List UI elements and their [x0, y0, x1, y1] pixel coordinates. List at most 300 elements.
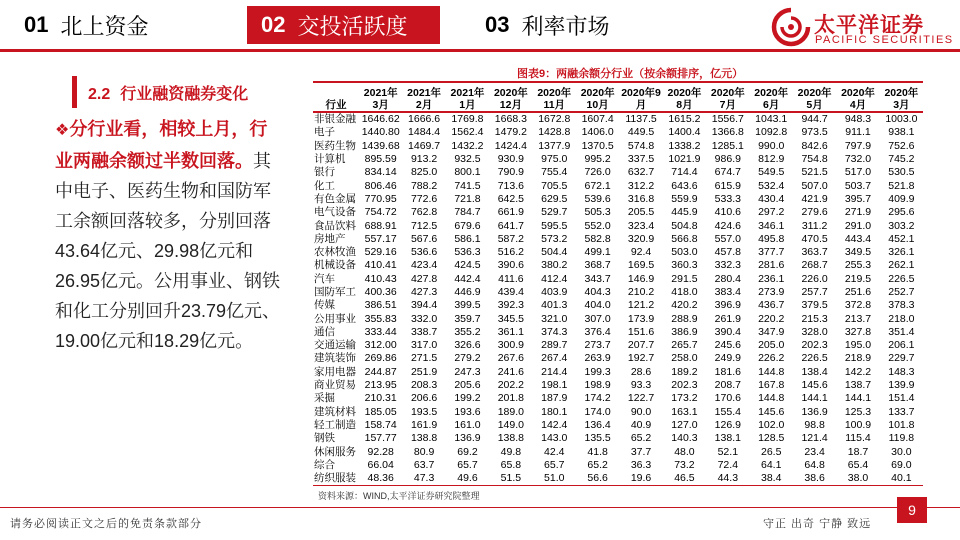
balance-value-cell: 208.7 [714, 379, 741, 392]
column-header-year: 2020年 [537, 87, 572, 99]
balance-value-cell: 361.1 [497, 325, 524, 338]
balance-value-cell: 267.6 [497, 352, 524, 365]
balance-value-cell: 948.3 [844, 113, 872, 126]
column-header-year: 2020年 [493, 87, 528, 99]
balance-value-cell: 226.5 [801, 352, 828, 365]
industry-name-cell: 机械设备 [314, 259, 356, 272]
balance-value-cell: 263.9 [584, 352, 611, 365]
balance-value-cell: 629.5 [541, 192, 568, 205]
column-header [880, 82, 923, 112]
table-row [313, 140, 923, 153]
balance-value-cell: 181.6 [714, 365, 741, 378]
balance-value-cell: 345.5 [497, 312, 524, 325]
balance-value-cell: 65.2 [630, 432, 652, 445]
balance-value-cell: 19.6 [630, 472, 652, 485]
industry-name-cell: 商业贸易 [314, 379, 356, 392]
balance-value-cell: 320.9 [627, 232, 655, 245]
industry-name-cell: 化工 [314, 179, 335, 192]
balance-value-cell: 280.4 [714, 272, 741, 285]
balance-value-cell: 18.7 [847, 445, 869, 458]
balance-value-cell: 573.2 [541, 232, 568, 245]
balance-value-cell: 218.0 [888, 312, 915, 325]
balance-value-cell: 136.4 [584, 418, 611, 431]
balance-value-cell: 289.7 [541, 339, 568, 352]
balance-value-cell: 399.5 [454, 299, 481, 312]
balance-value-cell: 383.4 [714, 286, 741, 298]
balance-value-cell: 1406.0 [581, 126, 614, 139]
balance-value-cell: 412.4 [541, 272, 568, 285]
balance-value-cell: 226.0 [801, 272, 828, 285]
tab-number: 03 [485, 12, 510, 37]
industry-name-cell: 银行 [314, 166, 335, 179]
industry-name-cell: 综合 [314, 458, 335, 471]
balance-value-cell: 202.2 [497, 379, 524, 392]
balance-value-cell: 349.5 [844, 246, 872, 259]
balance-value-cell: 376.4 [584, 325, 611, 338]
balance-value-cell: 295.6 [888, 206, 915, 219]
balance-value-cell: 503.0 [671, 246, 698, 259]
balance-value-cell: 495.8 [758, 232, 785, 245]
industry-name-cell: 公用事业 [314, 312, 356, 325]
balance-value-cell: 205.6 [454, 379, 481, 392]
balance-value-cell: 1469.7 [408, 139, 441, 152]
balance-value-cell: 754.8 [801, 153, 828, 166]
balance-value-cell: 170.6 [714, 392, 741, 405]
balance-value-cell: 268.7 [801, 259, 828, 272]
balance-value-cell: 122.7 [627, 392, 655, 405]
balance-value-cell: 138.8 [497, 432, 524, 445]
balance-value-cell: 752.6 [888, 139, 915, 152]
balance-value-cell: 252.7 [888, 286, 915, 298]
balance-value-cell: 672.1 [584, 179, 611, 192]
balance-value-cell: 185.05 [364, 405, 397, 418]
balance-value-cell: 911.1 [845, 126, 871, 139]
section-title [88, 81, 248, 104]
balance-value-cell: 273.7 [584, 339, 611, 352]
balance-value-cell: 72.4 [717, 458, 739, 471]
balance-value-cell: 198.1 [541, 379, 568, 392]
balance-value-cell: 46.5 [674, 472, 695, 485]
summary-text: 其中电子、医药生物和国防军工余额回落较多，分别回落43.64亿元、29.98亿元和26.95亿元。公用事业、钢铁和化工分别回升23.79亿元、19.00亿元和18.29亿元。 [55, 151, 281, 351]
balance-value-cell: 128.5 [758, 432, 785, 445]
balance-value-cell: 944.7 [801, 113, 828, 126]
column-header-year: 2021年 [407, 87, 442, 99]
table-row [313, 459, 923, 472]
balance-value-cell: 247.3 [454, 365, 481, 378]
balance-value-cell: 762.8 [410, 206, 438, 219]
balance-value-cell: 213.95 [364, 379, 397, 392]
balance-value-cell: 146.9 [627, 272, 655, 285]
balance-value-cell: 386.51 [364, 299, 397, 312]
column-header-month: 7月 [719, 99, 736, 111]
table-row [313, 193, 923, 206]
balance-value-cell: 504.4 [541, 246, 568, 259]
balance-value-cell: 92.28 [367, 445, 394, 458]
industry-name-cell: 钢铁 [314, 432, 335, 445]
balance-value-cell: 140.3 [671, 432, 698, 445]
balance-value-cell: 48.0 [674, 445, 695, 458]
balance-value-cell: 142.4 [541, 418, 568, 431]
column-header-year: 2021年 [363, 87, 398, 99]
table-row [313, 352, 923, 365]
balance-value-cell: 317.0 [410, 339, 438, 352]
balance-value-cell: 323.4 [627, 219, 655, 232]
balance-value-cell: 379.5 [801, 299, 828, 312]
balance-value-cell: 641.7 [497, 219, 524, 232]
balance-value-cell: 199.2 [454, 392, 481, 405]
balance-value-cell: 1479.2 [494, 126, 527, 139]
balance-value-cell: 338.7 [410, 325, 438, 338]
balance-value-cell: 806.46 [364, 179, 397, 192]
column-header-year: 2020年9 [621, 87, 661, 99]
table-title: 图表9：两融余额分行业（按余额排序，亿元） [517, 68, 744, 80]
table-body [313, 112, 923, 486]
balance-value-cell: 1370.5 [581, 139, 614, 152]
balance-value-cell: 249.9 [714, 352, 741, 365]
balance-value-cell: 1440.80 [361, 126, 400, 139]
industry-name-cell: 采掘 [314, 392, 335, 405]
balance-value-cell: 214.4 [541, 365, 568, 378]
balance-value-cell: 533.3 [714, 192, 741, 205]
balance-value-cell: 360.3 [671, 259, 698, 272]
balance-value-cell: 595.5 [541, 219, 568, 232]
balance-value-cell: 372.8 [844, 299, 872, 312]
balance-value-cell: 333.44 [364, 325, 397, 338]
balance-value-cell: 115.4 [845, 432, 871, 445]
balance-value-cell: 93.3 [630, 379, 652, 392]
balance-value-cell: 411.6 [498, 272, 524, 285]
balance-value-cell: 142.2 [844, 365, 872, 378]
balance-value-cell: 1672.8 [538, 113, 571, 126]
balance-value-cell: 392.3 [497, 299, 524, 312]
data-source-note: 资料来源：WIND,太平洋证券研究院整理 [318, 491, 480, 501]
balance-value-cell: 452.1 [888, 232, 915, 245]
balance-value-cell: 328.0 [801, 325, 828, 338]
industry-name-cell: 交通运输 [314, 339, 356, 352]
balance-value-cell: 368.7 [584, 259, 611, 272]
balance-value-cell: 199.3 [584, 365, 611, 378]
balance-value-cell: 825.0 [410, 166, 438, 179]
balance-value-cell: 202.3 [801, 339, 828, 352]
balance-value-cell: 291.5 [671, 272, 698, 285]
balance-value-cell: 135.5 [584, 432, 611, 445]
balance-value-cell: 219.5 [844, 272, 872, 285]
balance-value-cell: 516.2 [497, 246, 524, 259]
industry-name-cell: 建筑材料 [314, 405, 356, 418]
industry-name-cell: 计算机 [314, 153, 346, 166]
balance-value-cell: 92.4 [630, 246, 652, 259]
diamond-bullet-icon: ❖ [55, 122, 70, 139]
balance-value-cell: 226.5 [888, 272, 915, 285]
balance-value-cell: 64.8 [804, 458, 825, 471]
balance-value-cell: 332.0 [410, 312, 438, 325]
balance-value-cell: 127.0 [671, 418, 698, 431]
balance-value-cell: 206.1 [888, 339, 915, 352]
balance-value-cell: 126.9 [714, 418, 741, 431]
balance-value-cell: 138.8 [410, 432, 438, 445]
tab-number: 02 [261, 12, 286, 37]
balance-value-cell: 312.00 [364, 339, 397, 352]
balance-value-cell: 143.0 [541, 432, 568, 445]
balance-value-cell: 326.6 [454, 339, 481, 352]
column-header-year: 2020年 [580, 87, 615, 99]
balance-value-cell: 443.4 [844, 232, 872, 245]
balance-value-cell: 327.8 [844, 325, 872, 338]
balance-value-cell: 424.5 [454, 259, 481, 272]
balance-value-cell: 938.1 [888, 126, 915, 139]
balance-value-cell: 732.0 [844, 153, 872, 166]
balance-value-cell: 297.2 [758, 206, 785, 219]
tab-interest-rate-market[interactable] [485, 6, 610, 44]
column-header [836, 82, 879, 112]
balance-value-cell: 321.0 [541, 312, 568, 325]
balance-value-cell: 430.4 [758, 192, 785, 205]
table-row [313, 445, 923, 458]
balance-value-cell: 409.9 [888, 192, 915, 205]
balance-value-cell: 1484.4 [408, 126, 441, 139]
table-row [313, 233, 923, 246]
balance-value-cell: 713.6 [497, 179, 524, 192]
balance-value-cell: 1338.2 [668, 139, 701, 152]
column-header-month: 3月 [372, 99, 389, 111]
balance-value-cell: 930.9 [497, 153, 524, 166]
balance-value-cell: 100.9 [844, 418, 872, 431]
industry-name-cell: 食品饮料 [314, 219, 356, 232]
balance-value-cell: 229.7 [888, 352, 915, 365]
balance-value-cell: 244.87 [364, 365, 397, 378]
balance-value-cell: 56.6 [587, 472, 608, 485]
balance-value-cell: 1556.7 [711, 113, 744, 126]
balance-value-cell: 507.0 [801, 179, 828, 192]
industry-name-cell: 家用电器 [314, 365, 356, 378]
balance-value-cell: 138.1 [714, 432, 741, 445]
column-header-year: 2020年 [667, 87, 702, 99]
balance-value-cell: 784.7 [454, 206, 481, 219]
balance-value-cell: 790.9 [497, 166, 524, 179]
column-header-month: 10月 [586, 99, 609, 111]
balance-value-cell: 220.2 [758, 312, 785, 325]
balance-value-cell: 138.7 [844, 379, 872, 392]
balance-value-cell: 51.5 [500, 472, 522, 485]
balance-value-cell: 255.3 [844, 259, 872, 272]
table-row [313, 219, 923, 232]
balance-value-cell: 410.41 [364, 259, 397, 272]
balance-value-cell: 40.9 [630, 418, 652, 431]
column-header-month: 3月 [893, 99, 910, 111]
balance-value-cell: 932.5 [454, 153, 481, 166]
balance-value-cell: 521.8 [888, 179, 915, 192]
balance-value-cell: 632.7 [627, 166, 655, 179]
balance-value-cell: 65.2 [587, 458, 608, 471]
column-header-month: 12月 [499, 99, 522, 111]
balance-value-cell: 245.6 [714, 339, 741, 352]
balance-value-cell: 772.6 [410, 192, 438, 205]
table-row [313, 166, 923, 179]
balance-value-cell: 257.7 [801, 286, 828, 298]
balance-value-cell: 207.7 [627, 339, 655, 352]
balance-value-cell: 80.9 [413, 445, 435, 458]
balance-value-cell: 158.74 [364, 418, 397, 431]
balance-value-cell: 404.3 [584, 286, 611, 298]
balance-value-cell: 163.1 [671, 405, 698, 418]
balance-value-cell: 41.8 [587, 445, 608, 458]
balance-value-cell: 44.3 [717, 472, 739, 485]
balance-value-cell: 161.0 [454, 418, 481, 431]
balance-value-cell: 1400.4 [668, 126, 701, 139]
balance-value-cell: 119.8 [888, 432, 915, 445]
table-row [313, 112, 923, 126]
balance-value-cell: 40.1 [891, 472, 912, 485]
balance-value-cell: 343.7 [584, 272, 611, 285]
column-header-year: 2020年 [754, 87, 789, 99]
balance-value-cell: 420.2 [671, 299, 698, 312]
summary-highlight: 分行业看，相较上月，行业两融余额过半数回落。 [55, 119, 268, 171]
balance-value-cell: 98.8 [804, 418, 825, 431]
balance-value-cell: 1607.4 [581, 113, 614, 126]
balance-value-cell: 449.5 [627, 126, 655, 139]
column-header [750, 82, 793, 112]
balance-value-cell: 1092.8 [755, 126, 788, 139]
balance-value-cell: 261.9 [714, 312, 741, 325]
balance-value-cell: 173.9 [627, 312, 655, 325]
summary-paragraph [55, 114, 285, 356]
balance-value-cell: 1377.9 [538, 139, 571, 152]
industry-name-cell: 建筑装饰 [314, 352, 356, 365]
balance-value-cell: 210.31 [364, 392, 397, 405]
balance-value-cell: 404.0 [584, 299, 611, 312]
balance-value-cell: 189.0 [497, 405, 524, 418]
balance-value-cell: 144.1 [801, 392, 828, 405]
balance-value-cell: 445.9 [671, 206, 698, 219]
balance-value-cell: 52.1 [717, 445, 739, 458]
balance-value-cell: 173.2 [671, 392, 698, 405]
column-header-year: 2020年 [797, 87, 832, 99]
balance-value-cell: 38.6 [804, 472, 825, 485]
balance-value-cell: 1666.6 [408, 113, 441, 126]
balance-value-cell: 536.3 [454, 246, 481, 259]
balance-value-cell: 337.5 [627, 153, 655, 166]
balance-value-cell: 587.2 [497, 232, 524, 245]
balance-value-cell: 566.8 [671, 232, 698, 245]
balance-value-cell: 38.4 [760, 472, 782, 485]
top-navigation [0, 0, 960, 50]
column-header [706, 82, 749, 112]
balance-value-cell: 145.6 [801, 379, 828, 392]
balance-value-cell: 193.5 [410, 405, 438, 418]
balance-value-cell: 688.91 [364, 219, 397, 232]
balance-value-cell: 49.6 [457, 472, 478, 485]
industry-name-cell: 汽车 [314, 272, 335, 285]
balance-value-cell: 396.9 [714, 299, 741, 312]
page-number: 9 [897, 497, 927, 523]
column-header [619, 82, 662, 112]
balance-value-cell: 267.4 [541, 352, 568, 365]
balance-value-cell: 1003.0 [885, 113, 918, 126]
industry-name-cell: 电气设备 [314, 206, 356, 219]
balance-value-cell: 47.3 [413, 472, 435, 485]
balance-value-cell: 714.4 [671, 166, 698, 179]
balance-value-cell: 423.4 [410, 259, 438, 272]
column-header [793, 82, 836, 112]
balance-value-cell: 208.3 [410, 379, 438, 392]
balance-value-cell: 661.9 [497, 206, 524, 219]
balance-value-cell: 539.6 [584, 192, 611, 205]
balance-value-cell: 241.6 [497, 365, 524, 378]
tab-trading-activity[interactable] [247, 6, 440, 44]
balance-value-cell: 144.8 [758, 365, 785, 378]
balance-value-cell: 395.7 [844, 192, 872, 205]
balance-value-cell: 90.0 [630, 405, 652, 418]
balance-value-cell: 316.8 [627, 192, 655, 205]
tab-northbound-funds[interactable] [24, 6, 149, 44]
tab-label: 北上资金 [60, 13, 149, 39]
table-row [313, 179, 923, 192]
balance-value-cell: 64.1 [760, 458, 782, 471]
column-header-month: 4月 [849, 99, 867, 111]
table-row [313, 419, 923, 432]
balance-value-cell: 436.7 [758, 299, 785, 312]
balance-value-cell: 23.4 [804, 445, 825, 458]
balance-value-cell: 532.4 [758, 179, 785, 192]
balance-value-cell: 895.59 [364, 153, 397, 166]
table-row [313, 366, 923, 379]
balance-value-cell: 65.7 [457, 458, 478, 471]
table-row [313, 153, 923, 166]
balance-value-cell: 265.7 [671, 339, 698, 352]
column-header-month: 1月 [459, 99, 476, 111]
balance-value-cell: 797.9 [844, 139, 872, 152]
balance-value-cell: 271.5 [410, 352, 438, 365]
table-row [313, 259, 923, 272]
data-table [313, 81, 923, 486]
table-row [313, 339, 923, 352]
balance-value-cell: 788.2 [410, 179, 438, 192]
balance-value-cell: 51.0 [544, 472, 565, 485]
balance-value-cell: 332.3 [714, 259, 741, 272]
column-header-month: 2月 [415, 99, 433, 111]
balance-value-cell: 236.1 [758, 272, 785, 285]
balance-value-cell: 374.3 [541, 325, 568, 338]
balance-value-cell: 38.0 [847, 472, 869, 485]
balance-value-cell: 401.3 [541, 299, 568, 312]
header-divider [0, 49, 960, 52]
balance-value-cell: 205.0 [758, 339, 785, 352]
balance-value-cell: 102.0 [758, 418, 785, 431]
balance-value-cell: 161.9 [410, 418, 438, 431]
balance-value-cell: 65.4 [847, 458, 869, 471]
balance-value-cell: 755.4 [541, 166, 568, 179]
balance-value-cell: 403.9 [541, 286, 568, 298]
balance-value-cell: 155.4 [714, 405, 741, 418]
balance-value-cell: 269.86 [364, 352, 397, 365]
balance-value-cell: 346.1 [758, 219, 785, 232]
balance-value-cell: 557.0 [714, 232, 741, 245]
balance-value-cell: 202.3 [671, 379, 698, 392]
balance-value-cell: 1646.62 [361, 113, 400, 126]
table-row [313, 312, 923, 325]
balance-value-cell: 251.6 [844, 286, 872, 298]
balance-value-cell: 504.8 [671, 219, 698, 232]
balance-value-cell: 73.2 [674, 458, 695, 471]
tab-number: 01 [24, 12, 49, 37]
balance-value-cell: 288.9 [671, 312, 698, 325]
balance-value-cell: 1428.8 [538, 126, 571, 139]
balance-value-cell: 26.5 [760, 445, 782, 458]
balance-value-cell: 377.7 [758, 246, 785, 259]
balance-value-cell: 1615.2 [668, 113, 701, 126]
column-header [446, 82, 489, 112]
balance-value-cell: 351.4 [888, 325, 915, 338]
